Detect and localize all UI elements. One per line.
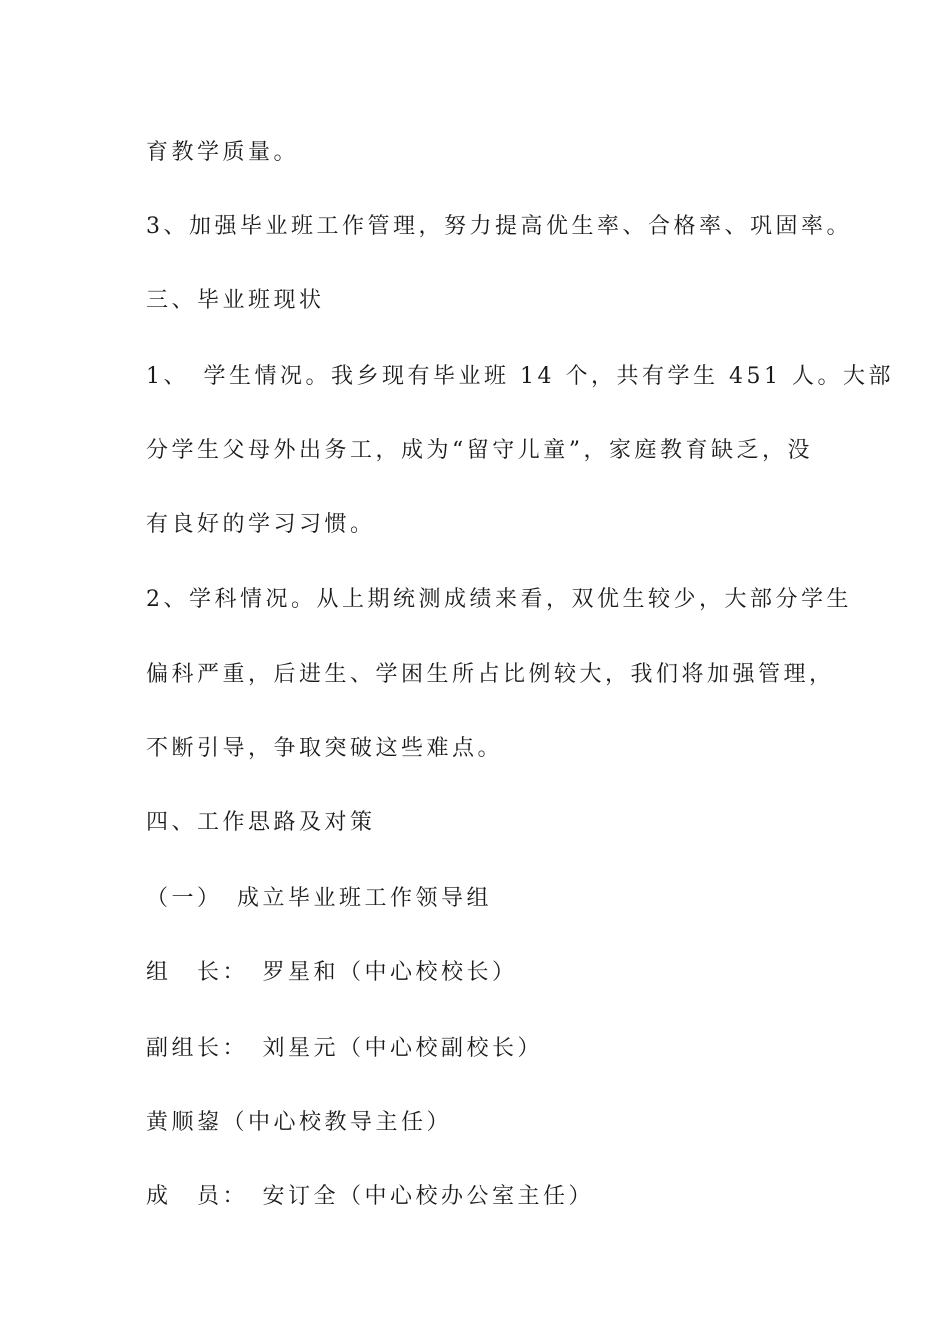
section-heading: 三、毕业班现状	[146, 288, 325, 313]
text-line: 1、 学生情况。我乡现有毕业班 14 个，共有学生 451 人。大部	[146, 364, 894, 389]
text-line: 3、加强毕业班工作管理，努力提高优生率、合格率、巩固率。	[146, 214, 852, 239]
text-line: 育教学质量。	[146, 140, 300, 165]
text-line: 有良好的学习习惯。	[146, 512, 376, 537]
text-line: 偏科严重，后进生、学困生所占比例较大，我们将加强管理，	[146, 662, 835, 687]
text-line: 组 长： 罗星和（中心校校长）	[146, 960, 518, 985]
text-line: 黄顺鋆（中心校教导主任）	[146, 1110, 453, 1135]
text-line: 副组长： 刘星元（中心校副校长）	[146, 1036, 544, 1061]
text-line: 2、学科情况。从上期统测成绩来看，双优生较少，大部分学生	[146, 587, 852, 612]
text-line: 不断引导，争取突破这些难点。	[146, 736, 504, 761]
subsection-heading: （一） 成立毕业班工作领导组	[146, 886, 493, 911]
text-line: 分学生父母外出务工，成为“留守儿童”，家庭教育缺乏，没	[146, 438, 813, 463]
section-heading: 四、工作思路及对策	[146, 810, 376, 835]
text-line: 成 员： 安订全（中心校办公室主任）	[146, 1184, 595, 1209]
